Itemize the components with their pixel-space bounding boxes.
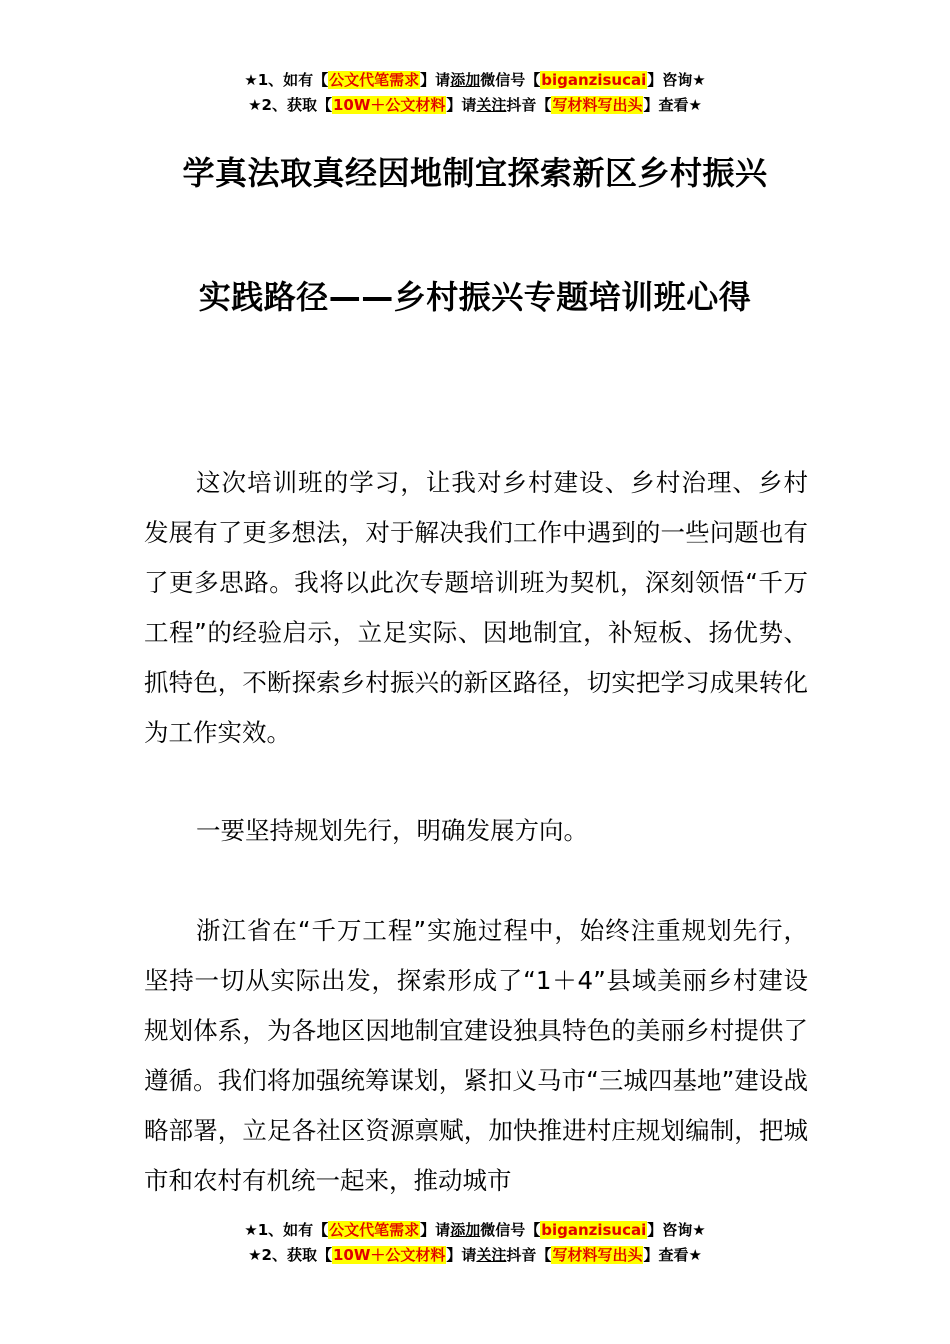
promo-line-2: ★2、获取【10W＋公文材料】请关注抖音【写材料写出头】查看★ [248,1246,702,1264]
highlight-wechat-id: biganzisucai [541,71,647,89]
highlight-service: 公文代笔需求 [329,1221,420,1239]
highlight-douyin-id: 写材料写出头 [552,96,643,114]
body-paragraph-1: 这次培训班的学习，让我对乡村建设、乡村治理、乡村发展有了更多想法，对于解决我们工作中遇到的一些问题也有了更多思路。我将以此次专题培训班为契机，深刻领悟“千万工程”的经验启示，立足实际、因地制宜，补短板、扬优势、抓特色，不断探索乡村振兴的新区路径，切实把学习成果转化为工作实效。 [144,468,808,747]
highlight-materials: 10W＋公文材料 [332,96,446,114]
body-paragraph-2: 浙江省在“千万工程”实施过程中，始终注重规划先行，坚持一切从实际出发，探索形成了“1＋4”县域美丽乡村建设规划体系，为各地区因地制宜建设独具特色的美丽乡村提供了遵循。我们将加强统筹谋划，紧扣义马市“三城四基地”建设战略部署，立足各社区资源禀赋，加快推进村庄规划编制，把城市和农村有机统一起来，推动城市 [144,916,808,1195]
document-title-line-1: 学真法取真经因地制宜探索新区乡村振兴 [182,154,768,192]
promo-banner-top [0,68,950,118]
highlight-service: 公文代笔需求 [329,71,420,89]
promo-line-1: ★1、如有【公文代笔需求】请添加微信号【biganzisucai】咨询★ [244,1221,706,1239]
highlight-materials: 10W＋公文材料 [332,1246,446,1264]
highlight-douyin-id: 写材料写出头 [552,1246,643,1264]
section-heading-1: 一要坚持规划先行，明确发展方向。 [196,816,588,845]
highlight-wechat-id: biganzisucai [541,1221,647,1239]
promo-line-2: ★2、获取【10W＋公文材料】请关注抖音【写材料写出头】查看★ [248,96,702,114]
promo-banner-bottom [0,1218,950,1268]
document-title-line-2: 实践路径——乡村振兴专题培训班心得 [198,278,752,316]
promo-line-1: ★1、如有【公文代笔需求】请添加微信号【biganzisucai】咨询★ [244,71,706,89]
